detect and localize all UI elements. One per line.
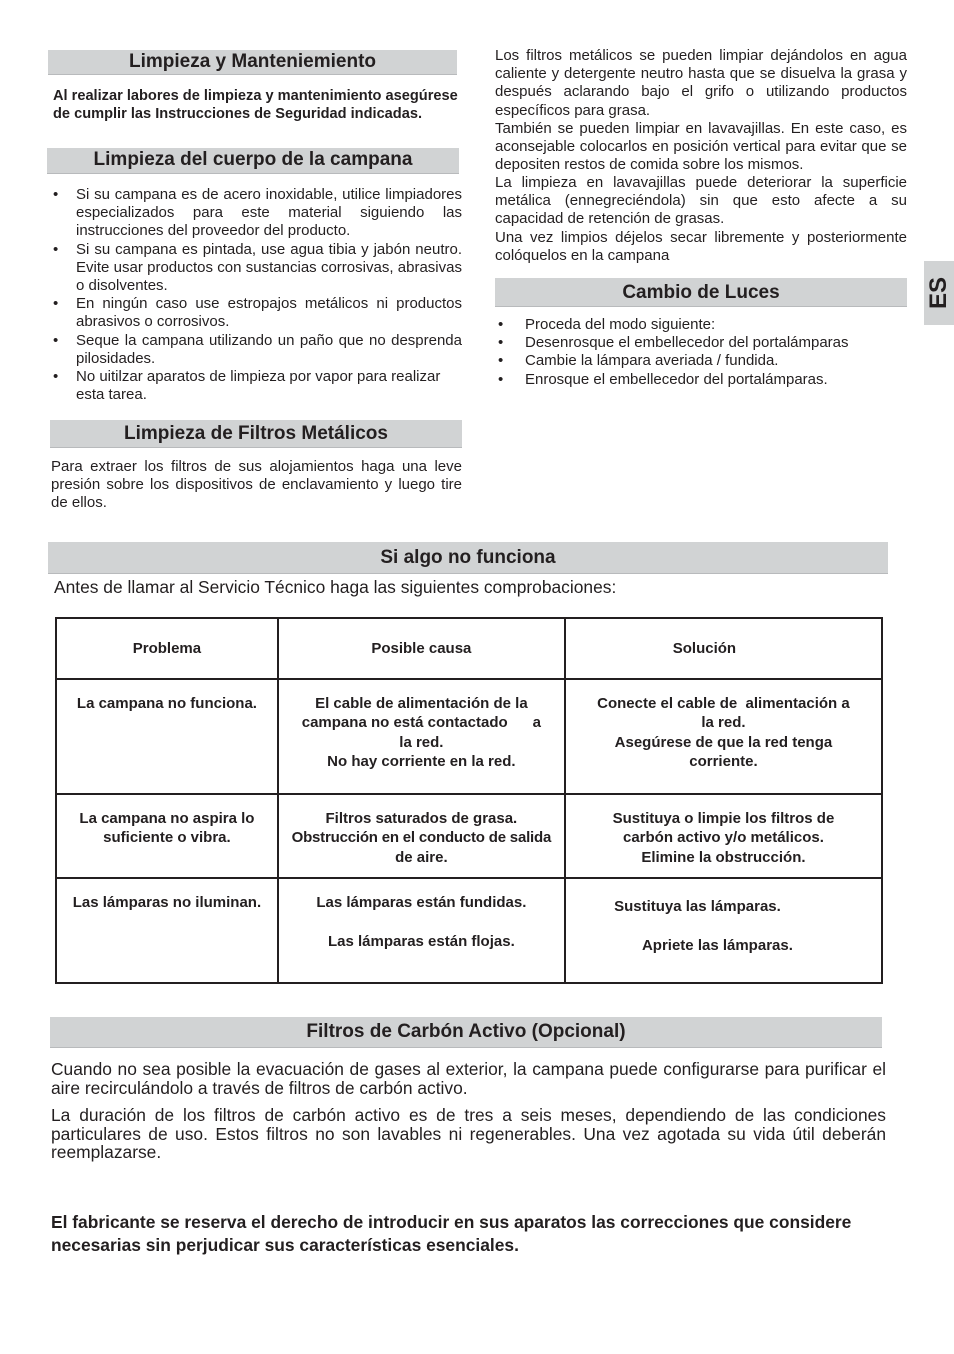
light-change-title: Cambio de Luces <box>622 282 780 303</box>
cause-cell <box>278 794 565 878</box>
troubleshooting-heading <box>48 542 888 574</box>
table-header-cause: Posible causa <box>278 618 565 679</box>
cell-line: Filtros saturados de grasa. <box>325 810 518 827</box>
troubleshooting-title: Si algo no funciona <box>380 547 556 568</box>
solution-cell <box>565 794 882 878</box>
table-header-row <box>56 618 882 679</box>
cleaning-maintenance-heading <box>48 50 457 75</box>
cell-line: carbón activo y/o metálicos. <box>622 829 824 847</box>
list-item: • Enrosque el embellecedor del portalámparas. <box>495 371 907 389</box>
paragraph: La limpieza en lavavajillas puede deteriorar la superficie metálica (ennegreciéndola) sin que esto afecte a su capacidad de retención de grasas. <box>495 174 907 228</box>
carbon-filters-paragraph: Cuando no sea posible la evacuación de gases al exterior, la campana puede configurarse para purificar el aire recirculándolo a través de filtros de carbón activo. <box>51 1059 886 1098</box>
cell-line: la red. <box>701 714 746 732</box>
list-item: • En ningún caso use estropajos metálicos ni productos abrasivos o corrosivos. <box>50 295 462 331</box>
table-header-problem: Problema <box>56 618 278 679</box>
cell-line: La campana no aspira lo <box>79 810 255 827</box>
cell-line <box>568 916 867 935</box>
paragraph: También se pueden limpiar en lavavajillas. En este caso, es aconsejable colocarlos en posición vertical para evitar que se depositen restos de comida sobre los mismos. <box>495 120 907 174</box>
problem-cell <box>56 794 278 878</box>
cell-line: la red. <box>399 733 444 751</box>
list-item: • Proceda del modo siguiente: <box>495 316 907 334</box>
light-change-heading <box>495 278 907 307</box>
cell-line: Las lámparas están fundidas. <box>316 894 527 911</box>
cell-line <box>281 912 562 931</box>
list-item: • Si su campana es de acero inoxidable, utilice limpiadores especializados para este material siguiendo las instrucciones del proveedor del producto. <box>50 186 462 241</box>
list-item: • Desenrosque el embellecedor del portalámparas <box>495 334 907 352</box>
carbon-filters-title: Filtros de Carbón Activo (Opcional) <box>306 1021 626 1042</box>
light-change-steps <box>495 316 907 389</box>
hood-body-cleaning-list <box>50 186 462 404</box>
cell-line: Las lámparas no iluminan. <box>72 894 262 911</box>
hood-body-cleaning-title: Limpieza del cuerpo de la campana <box>93 149 413 170</box>
problem-cell <box>56 679 278 794</box>
table-row <box>56 679 882 794</box>
cell-line: Las lámparas están flojas. <box>327 932 515 950</box>
metal-filters-cleaning-title: Limpieza de Filtros Metálicos <box>124 423 388 444</box>
cell-line: suficiente o vibra. <box>103 829 231 847</box>
table-row <box>56 878 882 983</box>
list-item: • No uitilzar aparatos de limpieza por vapor para realizar esta tarea. <box>50 368 462 404</box>
carbon-filters-paragraph: La duración de los filtros de carbón activo es de tres a seis meses, dependiendo de las condiciones particulares de uso. Estos filtros no son lavables ni regenerables. Una vez agotada su vida útil deberán reemplazarse. <box>51 1105 886 1163</box>
metal-filters-cleaning-heading <box>50 420 462 448</box>
list-item: • Seque la campana utilizando un paño que no desprenda pilosidades. <box>50 332 462 368</box>
troubleshooting-table <box>55 617 883 984</box>
metal-filters-removal-text: Para extraer los filtros de sus alojamientos haga una leve presión sobre los dispositivos de enclavamiento y luego tire de ellos. <box>51 458 462 512</box>
table-row <box>56 794 882 878</box>
paragraph: Una vez limpios déjelos secar libremente y posteriormente colóquelos en la campana <box>495 229 907 265</box>
list-item: • Si su campana es pintada, use agua tibia y jabón neutro. Evite usar productos con sustancias corrosivas, abrasivas o disolventes. <box>50 241 462 296</box>
troubleshooting-intro: Antes de llamar al Servicio Técnico haga las siguientes comprobaciones: <box>54 577 617 597</box>
cell-line: Asegúrese de que la red tenga <box>614 733 833 751</box>
cell-line: campana no está contactado a <box>301 714 541 732</box>
list-item: • Cambie la lámpara averiada / fundida. <box>495 352 907 370</box>
carbon-filters-heading <box>50 1017 882 1048</box>
table-header-solution: Solución <box>565 618 882 679</box>
cleaning-maintenance-title: Limpieza y Manteniemiento <box>128 51 377 72</box>
language-tab-label: ES <box>925 276 952 310</box>
cause-cell <box>278 878 565 983</box>
paragraph: Los filtros metálicos se pueden limpiar dejándolos en agua caliente y detergente neutro hasta que se disuelva la grasa y después aclarando bajo el grifo o utilizando productos específicos para grasa. <box>495 47 907 119</box>
cell-line: La campana no funciona. <box>76 695 257 712</box>
cause-cell <box>278 679 565 794</box>
problem-cell <box>56 878 278 983</box>
solution-cell <box>565 679 882 794</box>
solution-cell <box>565 878 882 983</box>
cell-line: Sustituya las lámparas. <box>614 898 781 915</box>
cell-line: No hay corriente en la red. <box>327 753 516 771</box>
cell-line: Apriete las lámparas. <box>641 936 793 954</box>
cell-line: de aire. <box>395 848 448 866</box>
cell-line: Elimine la obstrucción. <box>641 848 806 866</box>
cell-line: El cable de alimentación de la <box>315 695 528 712</box>
cell-line: Sustituya o limpie los filtros de <box>612 810 835 827</box>
manufacturer-note: El fabricante se reserva el derecho de introducir en sus aparatos las correcciones que considere necesarias sin perjudicar sus características esenciales. <box>51 1212 852 1255</box>
cell-line: Obstrucción en el conducto de salida <box>291 829 552 847</box>
language-tab <box>924 261 954 325</box>
hood-body-cleaning-heading <box>47 148 459 174</box>
cell-line: corriente. <box>689 753 758 771</box>
cell-line: Conecte el cable de alimentación a <box>597 695 850 712</box>
cleaning-safety-warning: Al realizar labores de limpieza y mantenimiento asegúrese de cumplir las Instrucciones de Seguridad indicadas. <box>53 88 458 123</box>
